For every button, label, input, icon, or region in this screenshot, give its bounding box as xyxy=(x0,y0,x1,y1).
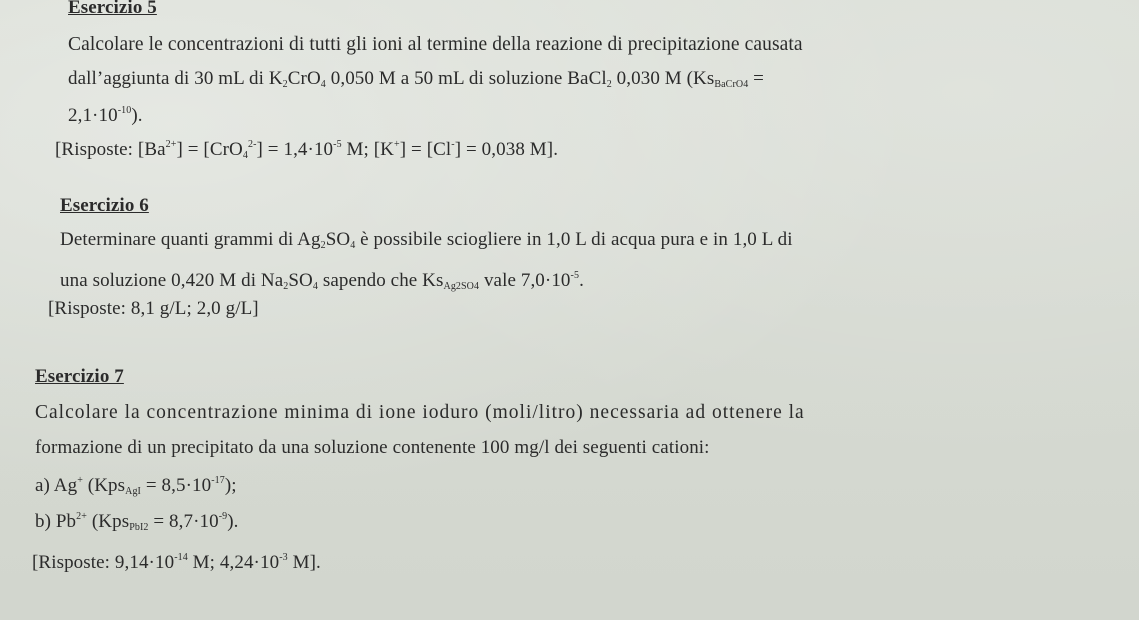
exercise-7-line-1: Calcolare la concentrazione minima di ione ioduro (moli/litro) necessaria ad ottenere la xyxy=(35,402,805,423)
exercise-7-item-a: a) Ag+ (KpsAgI = $8,5\cdot 10^{-17}$); xyxy=(35,475,237,497)
exercise-5-answer: [Risposte: $[Ba^{2+}] = [CrO_4^{2-}] = 1,4\cdot 10^{-5}$ M; [K+] = [Cl-] = 0,038 M]. xyxy=(55,139,559,161)
exercise-7-line-2: formazione di un precipitato da una soluzione contenente 100 mg/l dei seguenti cationi: xyxy=(35,437,710,458)
exercise-6-line-1: Determinare quanti grammi di $Ag_2SO_4$ è possibile sciogliere in 1,0 L di acqua pura e in 1,0 L di xyxy=(60,229,793,251)
exercise-5-line-2: dall’aggiunta di 30 mL di $K_2CrO_4$ 0,050 M a 50 mL di soluzione BaCl$_2$ 0,030 M (KsBaCrO4 = xyxy=(68,68,764,90)
exercise-6-title: Esercizio 6 xyxy=(60,195,149,216)
exercise-7-item-b: b) $Pb^{2+}$ (KpsPbI2 = $8,7\cdot 10^{-9}$). xyxy=(35,511,239,533)
exercise-5-line-3: $2,1\cdot 10^{-10}$). xyxy=(68,105,143,126)
exercise-5-line-1: Calcolare le concentrazioni di tutti gli ioni al termine della reazione di precipitazione causata xyxy=(68,34,803,55)
exercise-6-line-2: una soluzione 0,420 M di $Na_2SO_4$ sapendo che KsAg2SO4 vale $7,0\cdot 10^{-5}$. xyxy=(60,270,584,292)
exercise-5-title: Esercizio 5 xyxy=(68,0,157,18)
exercise-7-title: Esercizio 7 xyxy=(35,366,124,387)
exercise-7-answer: [Risposte: $9,14\cdot 10^{-14}$ M; $4,24\cdot 10^{-3}$ M]. xyxy=(32,552,321,573)
exercise-6-answer: [Risposte: 8,1 g/L; 2,0 g/L] xyxy=(48,298,259,319)
